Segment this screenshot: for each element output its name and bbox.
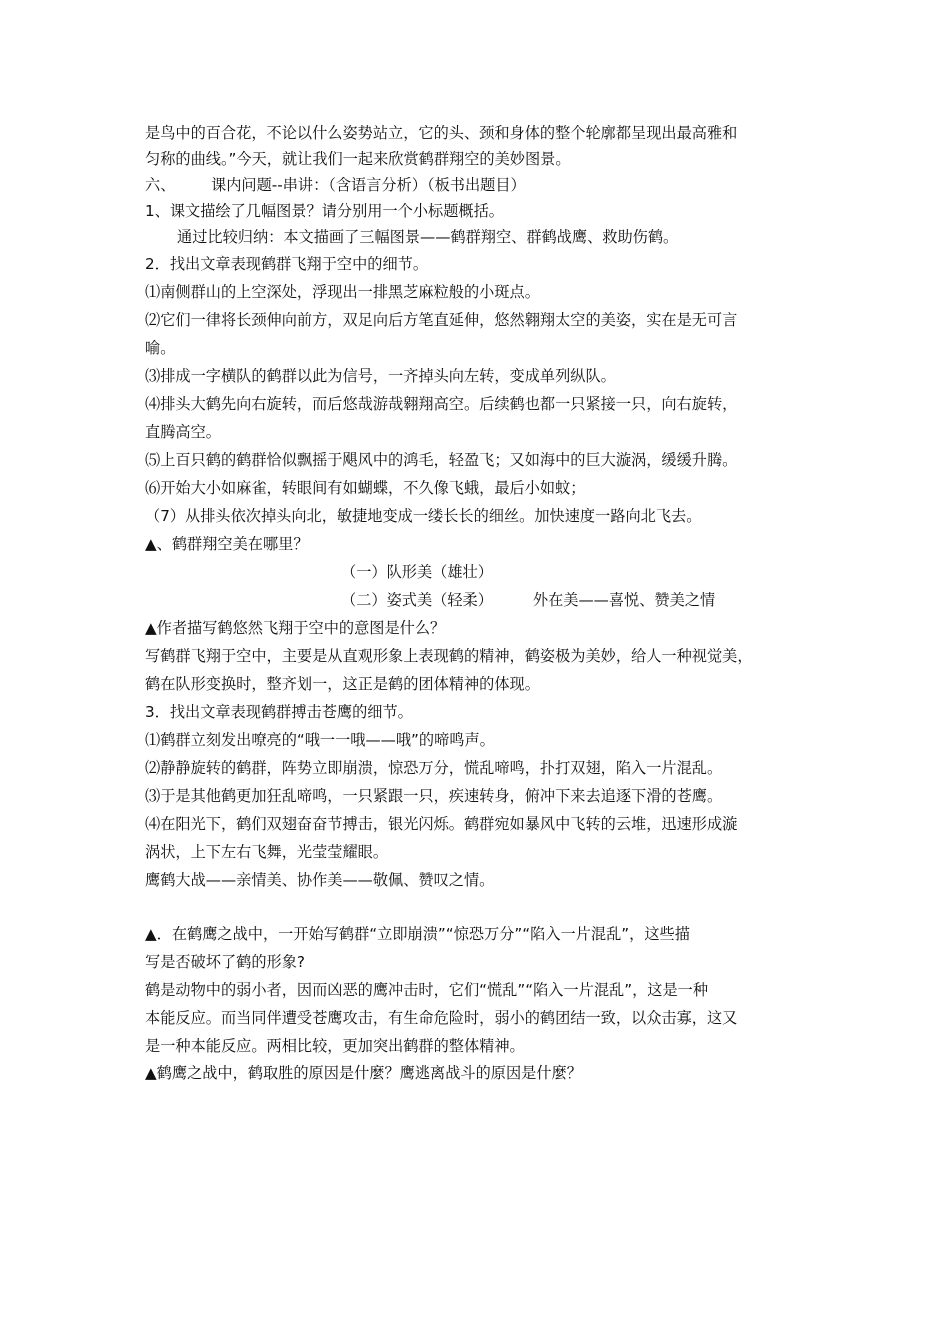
detail-item: 涡状，上下左右飞舞，光莹莹耀眼。 [145,843,388,861]
detail-item: 直腾高空。 [145,423,221,441]
board-line: （一）队形美（雄壮） [341,563,493,581]
answer-line: 是一种本能反应。两相比较，更加突出鹤群的整体精神。 [145,1037,525,1055]
detail-item: ⑴南侧群山的上空深处，浮现出一排黑芝麻粒般的小斑点。 [145,283,540,301]
detail-item: ⑵静静旋转的鹤群，阵势立即崩溃，惊恐万分，慌乱啼鸣，扑打双翅，陷入一片混乱。 [145,759,723,777]
detail-item: （7）从排头依次掉头向北，敏捷地变成一缕长长的细丝。加快速度一路向北飞去。 [145,507,702,525]
text-line: 是鸟中的百合花，不论以什么姿势站立，它的头、颈和身体的整个轮廓都呈现出最高雅和 [145,124,738,142]
answer-line: 本能反应。而当同伴遭受苍鹰攻击，有生命危险时，弱小的鹤团结一致，以众击寡，这又 [145,1009,738,1027]
detail-item: ⑹开始大小如麻雀，转眼间有如蝴蝶，不久像飞蛾，最后小如蚊； [145,479,586,497]
summary-line: 鹰鹤大战——亲情美、协作美——敬佩、赞叹之情。 [145,871,495,889]
question-line: 3．找出文章表现鹤群搏击苍鹰的细节。 [145,703,413,721]
board-summary: 外在美——喜悦、赞美之情 [532,591,716,609]
section-number: 六、 [145,176,176,194]
blank-line [145,894,810,920]
detail-item: ⑷排头大鹤先向右旋转，而后悠哉游哉翱翔高空。后续鹤也都一只紧接一只，向右旋转， [145,395,738,413]
question-line: ▲．在鹤鹰之战中，一开始写鹤群“立即崩溃”“惊恐万分”“陷入一片混乱”，这些描 [145,925,690,943]
board-item: （二）姿式美（轻柔） [341,591,493,609]
answer-line: 鹤在队形变换时，整齐划一，这正是鹤的团体精神的体现。 [145,675,540,693]
question-line: ▲作者描写鹤悠然飞翔于空中的意图是什么？ [145,619,446,637]
question-line: ▲鹤鹰之战中，鹤取胜的原因是什麼？鹰逃离战斗的原因是什麼？ [145,1064,582,1082]
document-page [145,120,810,1086]
detail-item: ⑴鹤群立刻发出嘹亮的“哦一一哦——哦”的啼鸣声。 [145,731,495,749]
detail-item: ⑵它们一律将长颈伸向前方，双足向后方笔直延伸，悠然翱翔太空的美姿，实在是无可言 [145,311,738,329]
question-line: 1、课文描绘了几幅图景？请分别用一个小标题概括。 [145,202,504,220]
section-title: 课内问题--串讲：（含语言分析）（板书出题目） [211,176,526,194]
detail-item: ⑷在阳光下，鹤们双翅奋奋节搏击，银光闪烁。鹤群宛如暴风中飞转的云堆，迅速形成漩 [145,815,738,833]
text-line: 匀称的曲线。”今天，就让我们一起来欣赏鹤群翔空的美妙图景。 [145,150,571,168]
detail-item: 喻。 [145,339,176,357]
board-line [145,586,810,614]
answer-line: 写鹤群飞翔于空中，主要是从直观形象上表现鹤的精神，鹤姿极为美妙，给人一种视觉美， [145,647,753,665]
detail-item: ⑶于是其他鹤更加狂乱啼鸣，一只紧跟一只，疾速转身，俯冲下来去追逐下滑的苍鹰。 [145,787,723,805]
detail-item: ⑶排成一字横队的鹤群以此为信号，一齐掉头向左转，变成单列纵队。 [145,367,616,385]
section-heading [145,172,810,198]
question-line: 写是否破坏了鹤的形象? [145,953,305,971]
question-line: ▲、鹤群翔空美在哪里？ [145,535,309,553]
answer-line: 通过比较归纳：本文描画了三幅图景——鹤群翔空、群鹤战鹰、救助伤鹤。 [177,228,679,246]
answer-line: 鹤是动物中的弱小者，因而凶恶的鹰冲击时，它们“慌乱”“陷入一片混乱”，这是一种 [145,981,709,999]
detail-item: ⑸上百只鹤的鹤群恰似飘摇于飓风中的鸿毛，轻盈飞；又如海中的巨大漩涡，缓缓升腾。 [145,451,738,469]
question-line: 2．找出文章表现鹤群飞翔于空中的细节。 [145,255,429,273]
